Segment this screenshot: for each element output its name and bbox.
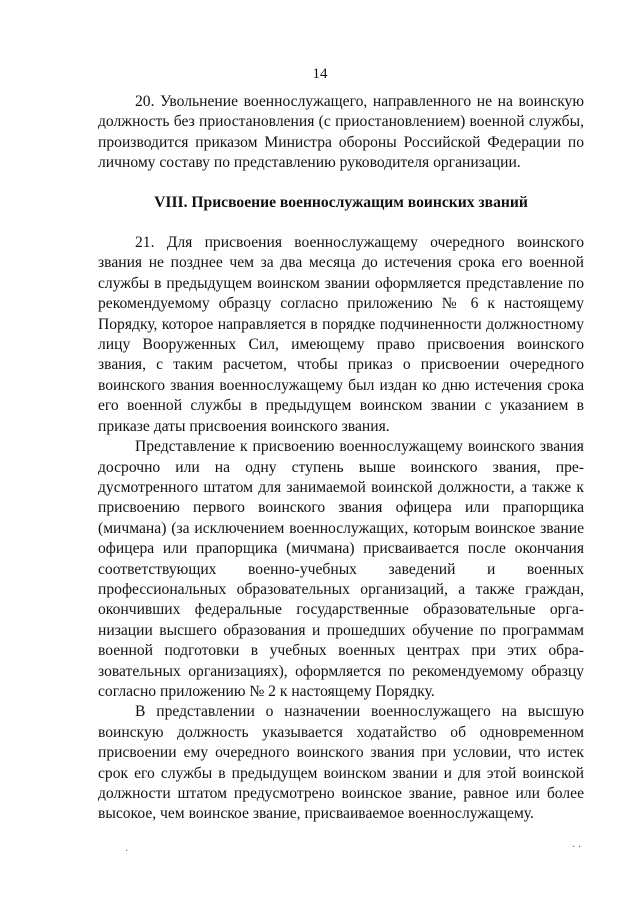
paragraph-representation-early: Представление к присвоению военнослужащему воинского звания досрочно или на одну ступень выше воинского звания, предусмотренного штатом для занимаемой воинской должности, а также к присвоению первого воинского звания офицера или прапорщика (мичмана) (за исключением военнослужащих, которым воинское звание офицера или прапорщика (мичмана) присваивается после окончания соответствующих военно-учебных заведений и военных профессиональных образовательных организаций, а также граждан, окончивших федеральные государственные образовательные организации высшего образования и прошедших обучение по программам военной подготовки в учебных военных центрах при этих образовательных организациях), оформляется по рекомендуемому образцу согласно приложению № 2 к настоящему Порядку. (98, 438, 584, 700)
paragraph-21: 21. Для присвоения военнослужащему очередного воинского звания не позднее чем за два месяца до истечения срока его военной службы в предыдущем воинском звании оформляется представление по рекомендуемому образцу согласно приложению № 6 к настоящему Порядку, которое направляется в порядке подчиненности должностному лицу Вооруженных Сил, имеющему право присвоения воинского звания, с таким расчетом, чтобы приказ о присвоении очередного воинского звания военнослужащему был издан ко дню истечения срока его военной службы в предыдущем воинском звании с указанием в приказе даты присвоения воинского звания. (98, 234, 584, 435)
paragraph-20: 20. Увольнение военнослужащего, направленного не на воинскую должность без приостановления (с приостановлением) военной службы, производится приказом Министра обороны Российской Федерации по личному составу по представлению руководителя организации. (98, 93, 584, 172)
section-heading: VIII. Присвоение военнослужащим воинских званий (154, 193, 528, 211)
scan-speck: · (125, 846, 129, 857)
scan-speck: · · (572, 842, 582, 853)
paragraph-representation-higher-post: В представлении о назначении военнослужащего на высшую воинскую должность указывается ходатайство об одновременном присвоении ему очередного воинского звания при условии, что истек срок его службы в предыдущем воинском звании и для этой воинской должности штатом предусмотрено воинское звание, равное или более высокое, чем воинское звание, присваиваемое военнослужащему. (98, 703, 584, 823)
page-number: 14 (312, 66, 328, 82)
document-body (98, 92, 584, 825)
